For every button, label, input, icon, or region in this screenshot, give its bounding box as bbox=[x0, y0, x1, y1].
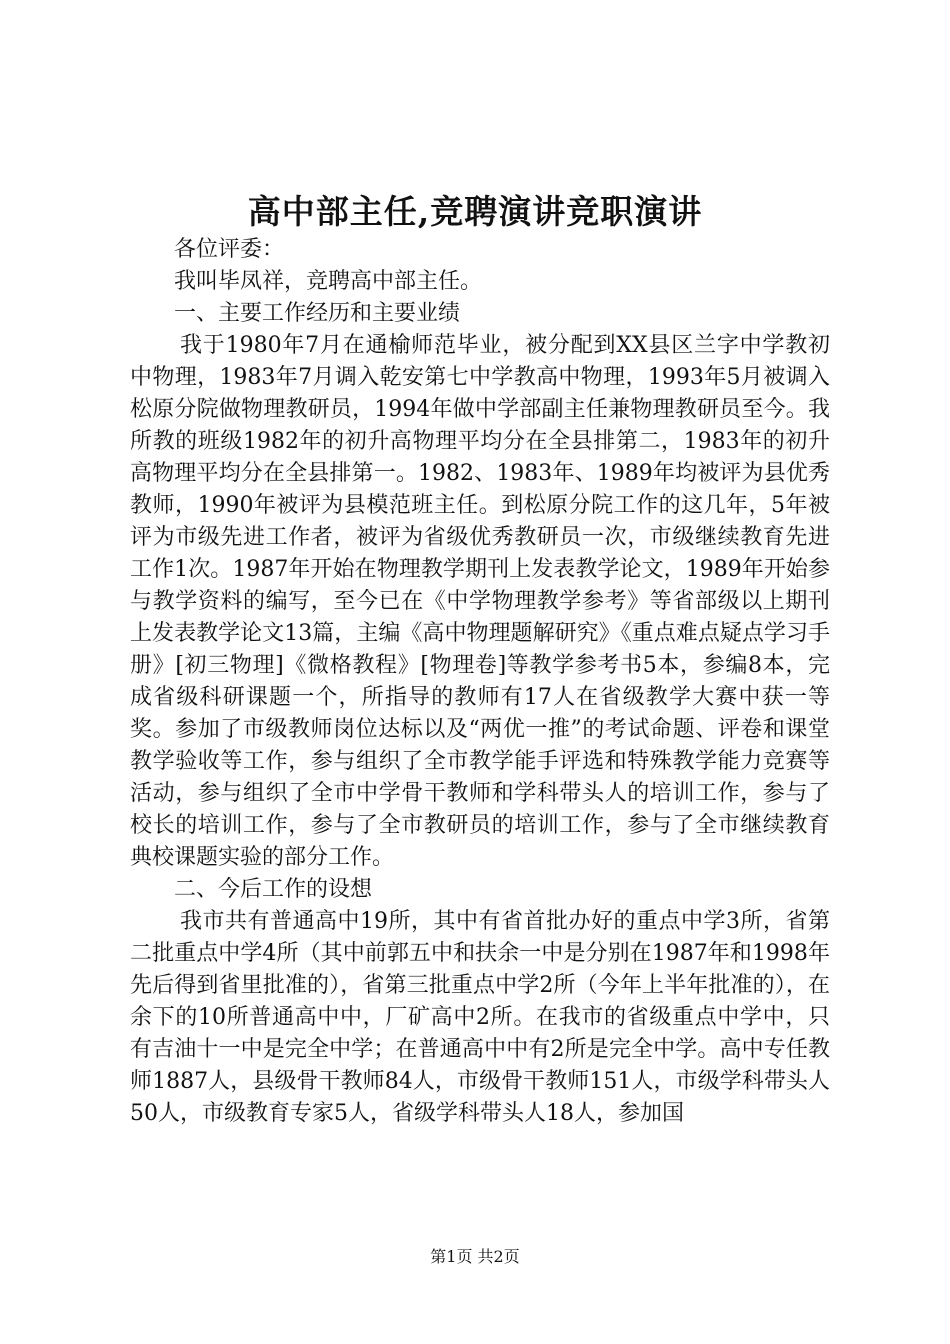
page-footer: 第1页 共2页 bbox=[430, 1247, 520, 1266]
document-title: 高中部主任,竞聘演讲竞职演讲 bbox=[247, 192, 703, 231]
intro-paragraph: 我叫毕凤祥，竞聘高中部主任。 bbox=[174, 269, 483, 294]
plan-paragraph: 我市共有普通高中19所，其中有省首批办好的重点中学3所，省第二批重点中学4所（其中前郭五中和扶余一中是分别在1987年和1998年先后得到省里批准的），省第三批重点中学2所（今年上半年批准的），在余下的10所普通高中中，厂矿高中2所。在我市的省级重点中学中，只有吉油十一中是完全中学；在普通高中中有2所是完全中学。高中专任教师1887人，县级骨干教师84人，市级骨干教师151人，市级学科带头人50人，市级教育专家5人，省级学科带头人18人，参加国 bbox=[130, 909, 830, 1126]
experience-paragraph: 我于1980年7月在通榆师范毕业，被分配到XX县区兰字中学教初中物理，1983年7月调入乾安第七中学教高中物理，1993年5月被调入松原分院做物理教研员，1994年做中学部副主任兼物理教研员至今。我所教的班级1982年的初升高物理平均分在全县排第二，1983年的初升高物理平均分在全县排第一。1982、1983年、1989年均被评为县优秀教师，1990年被评为县模范班主任。到松原分院工作的这几年，5年被评为市级先进工作者，被评为省级优秀教研员一次，市级继续教育先进工作1次。1987年开始在物理教学期刊上发表教学论文，1989年开始参与教学资料的编写，至今已在《中学物理教学参考》等省部级以上期刊上发表教学论文13篇，主编《高中物理题解研究》《重点难点疑点学习手册》[初三物理]《微格教程》[物理卷]等教学参考书5本，参编8本，完成省级科研课题一个，所指导的教师有17人在省级教学大赛中获一等奖。参加了市级教师岗位达标以及“两优一推”的考试命题、评卷和课堂教学验收等工作，参与组织了全市教学能手评选和特殊教学能力竞赛等活动，参与组织了全市中学骨干教师和学科带头人的培训工作，参与了校长的培训工作，参与了全市教研员的培训工作，参与了全市继续教育典校课题实验的部分工作。 bbox=[130, 333, 830, 870]
document-body bbox=[130, 234, 830, 1130]
section-heading-1: 一、主要工作经历和主要业绩 bbox=[174, 301, 461, 326]
section-heading-2: 二、今后工作的设想 bbox=[174, 877, 373, 902]
greeting-paragraph: 各位评委： bbox=[174, 237, 285, 262]
